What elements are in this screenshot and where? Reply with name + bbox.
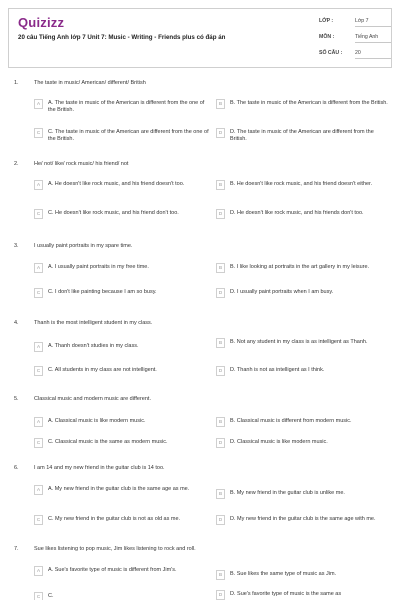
question-text: I am 14 and my new friend in the guitar club is 14 too. xyxy=(34,465,165,471)
option-letter-box: D xyxy=(216,209,225,219)
option-text: A. My new friend in the guitar club is the same age as me. xyxy=(48,486,190,492)
option-letter-box: A xyxy=(34,99,43,109)
option-letter-box: B xyxy=(216,180,225,190)
option-text: B. Classical music is different from modern music. xyxy=(230,418,352,424)
option-letter-box: D xyxy=(216,590,225,600)
meta-subject xyxy=(319,34,378,40)
option-letter-box: C xyxy=(34,209,43,219)
option-text: D. I usually paint portraits when I am busy. xyxy=(230,289,334,295)
option-text: D. My new friend in the guitar club is the same age with me. xyxy=(230,516,376,522)
option-text: D. The taste in music of the American are different from the British. xyxy=(230,129,374,142)
question-text: The taste in music/ American/ different/ British xyxy=(34,80,146,86)
option-letter-box: C xyxy=(34,592,43,600)
question-text: Thanh is the most intelligent student in my class. xyxy=(34,320,153,326)
option-letter-box: D xyxy=(216,438,225,448)
option-text: A. Classical music is like modern music. xyxy=(48,418,146,424)
option-letter-box: D xyxy=(216,288,225,298)
option-text: C. My new friend in the guitar club is not as old as me. xyxy=(48,516,181,522)
option-letter-box: A xyxy=(34,263,43,273)
option-letter-box: B xyxy=(216,570,225,580)
option-text: C. Classical music is the same as modern music. xyxy=(48,439,168,445)
option-letter-box: A xyxy=(34,566,43,576)
page-title: 20 câu Tiếng Anh lớp 7 Unit 7: Music - Writing - Friends plus có đáp án xyxy=(18,34,226,41)
option-text: B. I like looking at portraits in the art gallery in my leisure. xyxy=(230,264,370,270)
option-letter-box: D xyxy=(216,128,225,138)
option-letter-box: A xyxy=(34,485,43,495)
option-text: C. The taste in music of the American are different from the one of the British. xyxy=(48,129,209,142)
option-text: A. He doesn't like rock music, and his friend doesn't too. xyxy=(48,181,185,187)
meta-count xyxy=(319,50,361,56)
meta-underline xyxy=(355,42,391,43)
option-letter-box: C xyxy=(34,366,43,376)
option-text: C. xyxy=(48,593,54,599)
meta-underline xyxy=(355,26,391,27)
option-letter-box: C xyxy=(34,288,43,298)
option-text: B. He doesn't like rock music, and his friend doesn't either. xyxy=(230,181,373,187)
option-letter-box: B xyxy=(216,417,225,427)
question-number: 1. xyxy=(14,80,19,86)
option-text: A. The taste in music of the American is different from the one of the British. xyxy=(48,100,205,113)
option-text: B. Not any student in my class is as intelligent as Thanh. xyxy=(230,339,368,345)
option-text: D. Classical music is like modern music. xyxy=(230,439,328,445)
meta-grade xyxy=(319,18,369,24)
meta-value: 20 xyxy=(355,50,361,56)
meta-label: MÔN : xyxy=(319,34,335,40)
document-header xyxy=(8,8,392,68)
option-text: C. I don't like painting because I am so busy. xyxy=(48,289,157,295)
option-letter-box: A xyxy=(34,417,43,427)
option-letter-box: B xyxy=(216,99,225,109)
option-text: B. My new friend in the guitar club is unlike me. xyxy=(230,490,345,496)
question-number: 2. xyxy=(14,161,19,167)
option-letter-box: C xyxy=(34,128,43,138)
option-text: B. The taste in music of the American is different from the British. xyxy=(230,100,388,106)
option-letter-box: C xyxy=(34,515,43,525)
question-number: 4. xyxy=(14,320,19,326)
question-number: 5. xyxy=(14,396,19,402)
option-letter-box: B xyxy=(216,489,225,499)
quizizz-logo[interactable]: Quizizz xyxy=(18,15,65,30)
option-text: A. Thanh doesn't studies in my class. xyxy=(48,343,139,349)
option-text: C. All students in my class are not intelligent. xyxy=(48,367,157,373)
option-letter-box: B xyxy=(216,263,225,273)
meta-value: Lớp 7 xyxy=(355,18,369,24)
option-text: D. Thanh is not as intelligent as I think. xyxy=(230,367,325,373)
question-number: 3. xyxy=(14,243,19,249)
option-text: A. I usually paint portraits in my free time. xyxy=(48,264,149,270)
question-number: 6. xyxy=(14,465,19,471)
meta-label: LỚP : xyxy=(319,18,334,24)
question-text: He/ not/ like/ rock music/ his friend/ not xyxy=(34,161,129,167)
option-letter-box: A xyxy=(34,180,43,190)
meta-label: SỐ CÂU : xyxy=(319,50,343,56)
question-text: Sue likes listening to pop music, Jim likes listening to rock and roll. xyxy=(34,546,196,552)
option-text: C. He doesn't like rock music, and his friend don't too. xyxy=(48,210,179,216)
meta-underline xyxy=(355,58,391,59)
option-text: D. Sue's favorite type of music is the same as xyxy=(230,591,342,597)
option-text: B. Sue likes the same type of music as Jim. xyxy=(230,571,337,577)
question-text: I usually paint portraits in my spare time. xyxy=(34,243,133,249)
meta-value: Tiếng Anh xyxy=(355,34,379,40)
option-letter-box: D xyxy=(216,515,225,525)
option-letter-box: D xyxy=(216,366,225,376)
question-text: Classical music and modern music are different. xyxy=(34,396,151,402)
option-text: D. He doesn't like rock music, and his friends don't too. xyxy=(230,210,364,216)
option-letter-box: C xyxy=(34,438,43,448)
option-letter-box: A xyxy=(34,342,43,352)
option-text: A. Sue's favorite type of music is different from Jim's. xyxy=(48,567,177,573)
question-number: 7. xyxy=(14,546,19,552)
option-letter-box: B xyxy=(216,338,225,348)
